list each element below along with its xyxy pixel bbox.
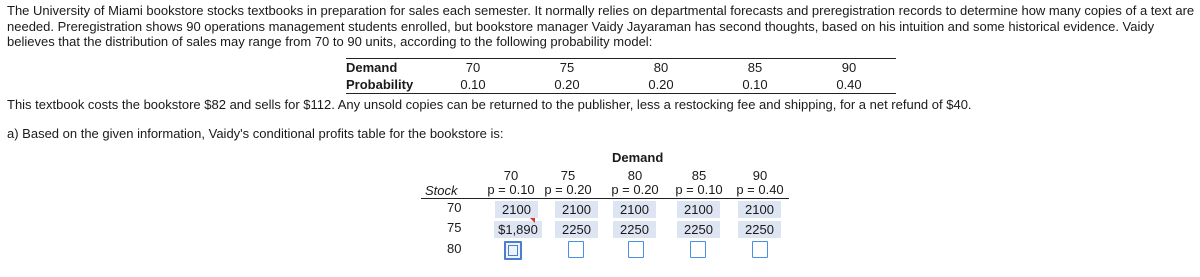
prob-col-header: p = 0.10 [675,182,723,197]
stock-value: 70 [447,200,462,215]
profit-cell: 2100 [677,201,720,218]
answer-input[interactable] [690,241,706,258]
demand-col-header: 90 [752,168,768,183]
answer-input[interactable] [568,241,584,258]
prob-col-header: p = 0.10 [487,182,535,197]
question-a: a) Based on the given information, Vaidy's conditional profits table for the bookstore is: [7,126,504,141]
prob-col-header: p = 0.40 [736,182,784,197]
prob-col-header: p = 0.20 [544,182,592,197]
demand-value: 80 [614,59,708,77]
probability-model-table [346,58,896,94]
profit-cell: 2250 [738,221,781,238]
cost-info: This textbook costs the bookstore $82 and sells for $112. Any unsold copies can be returned to the publisher, less a restocking fee and shipping, for a net refund of $40. [7,97,972,112]
profit-cell: 2100 [738,201,781,218]
profit-cell-answered[interactable]: $1,890 [494,221,542,238]
demand-value: 70 [426,59,520,77]
demand-row [346,59,896,77]
probability-value: 0.20 [520,76,614,94]
probability-label: Probability [346,76,426,94]
profit-cell: 2250 [677,221,720,238]
profit-cell: 2100 [613,201,656,218]
incorrect-flag-icon [530,218,535,223]
probability-value: 0.10 [426,76,520,94]
demand-label: Demand [346,59,426,77]
demand-col-header: 85 [691,168,707,183]
profit-cell: 2100 [495,201,538,218]
demand-value: 75 [520,59,614,77]
demand-header: Demand [612,150,664,165]
demand-col-header: 80 [627,168,643,183]
demand-value: 90 [802,59,896,77]
probability-value: 0.20 [614,76,708,94]
demand-col-header: 75 [560,168,576,183]
profit-cell: 2250 [613,221,656,238]
probability-value: 0.10 [708,76,802,94]
demand-value: 85 [708,59,802,77]
answer-input[interactable] [628,241,644,258]
stock-label: Stock [425,183,458,198]
answer-input[interactable] [752,241,768,258]
header-divider [421,198,789,199]
probability-row [346,76,896,94]
profit-cell: 2250 [555,221,598,238]
probability-value: 0.40 [802,76,896,94]
stock-value: 80 [447,241,462,256]
answer-input[interactable] [504,241,522,260]
profit-cell: 2100 [555,201,598,218]
stock-value: 75 [447,220,462,235]
demand-col-header: 70 [503,168,519,183]
prob-col-header: p = 0.20 [611,182,659,197]
problem-intro: The University of Miami bookstore stocks textbooks in preparation for sales each semester. It normally relies on departmental forecasts and preregistration records to determine how many copies of a text are needed. Preregistration shows 90 operations management students enrolled, but bookstore manager Vaidy Jayaraman has second thoughts, based on his intuition and some historical evidence. Vaidy believes that the distribution of sales may range from 70 to 90 units, according to the following probability model: [7,3,1195,49]
